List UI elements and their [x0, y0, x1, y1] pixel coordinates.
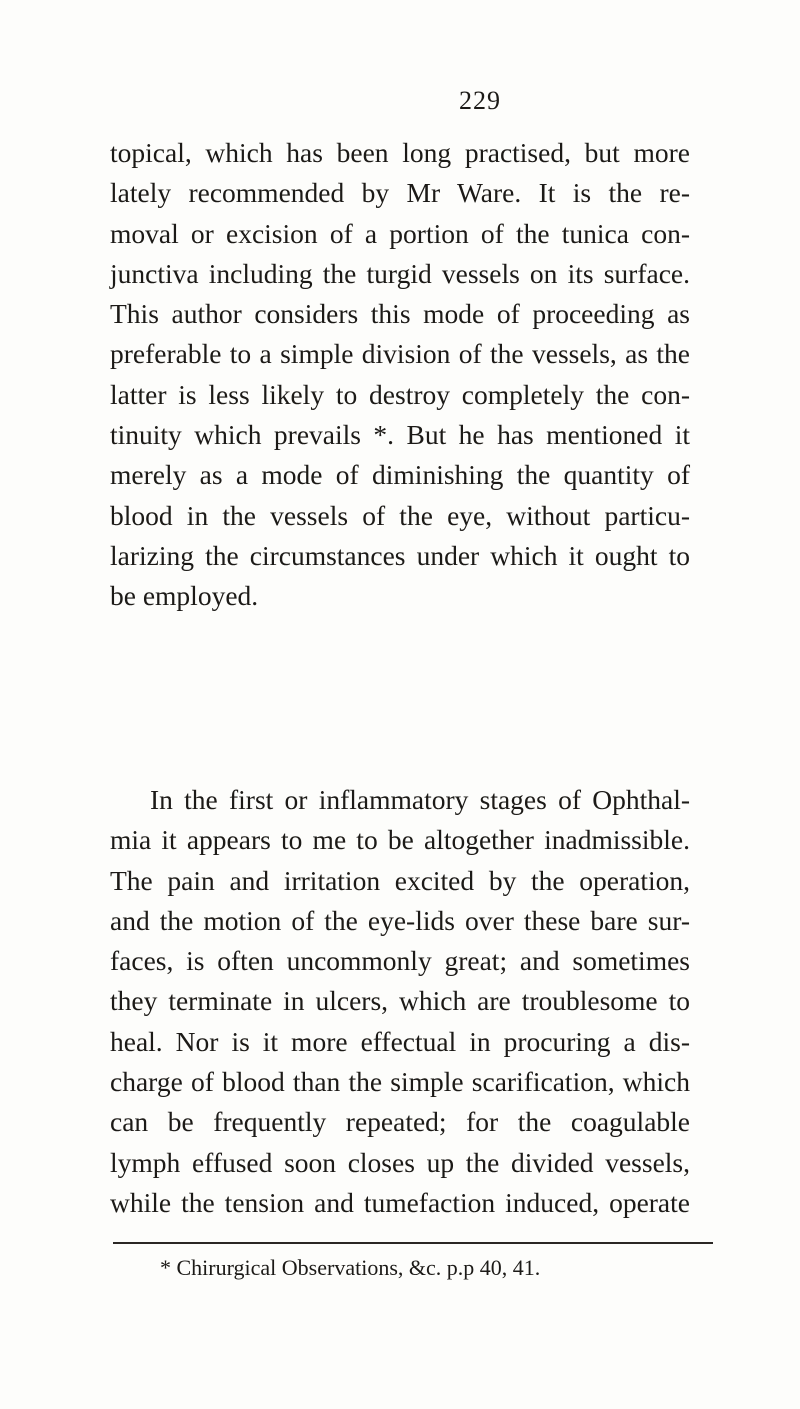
- text-line: moval or excision of a portion of the tunica con-: [110, 217, 690, 249]
- text-line: lymph effused soon closes up the divided vessels,: [110, 1146, 690, 1178]
- text-line: preferable to a simple division of the vessels, as the: [110, 338, 690, 370]
- text-line: blood in the vessels of the eye, without particu-: [110, 499, 690, 531]
- text-line: faces, is often uncommonly great; and sometimes: [110, 945, 690, 977]
- footnote-divider: [113, 1242, 713, 1244]
- text-line: latter is less likely to destroy completely the con-: [110, 378, 690, 410]
- text-line: and the motion of the eye-lids over these bare sur-: [110, 904, 690, 936]
- text-line: charge of blood than the simple scarification, which: [110, 1066, 690, 1098]
- footnote: * Chirurgical Observations, &c. p.p 40, 41.: [160, 1255, 541, 1280]
- paragraph-2: [110, 780, 690, 1223]
- text-line: The pain and irritation excited by the operation,: [110, 864, 690, 896]
- text-line: heal. Nor is it more effectual in procuring a dis-: [110, 1025, 690, 1057]
- text-line: can be frequently repeated; for the coagulable: [110, 1106, 690, 1138]
- text-line: while the tension and tumefaction induced, operate: [110, 1186, 690, 1218]
- text-line: This author considers this mode of proceeding as: [110, 298, 690, 330]
- text-line: merely as a mode of diminishing the quantity of: [110, 459, 690, 491]
- text-line: lately recommended by Mr Ware. It is the re-: [110, 177, 690, 209]
- text-line: In the first or inflammatory stages of Ophthal-: [150, 784, 690, 815]
- text-line: topical, which has been long practised, but more: [110, 137, 690, 168]
- text-line: larizing the circumstances under which it ought to: [110, 539, 690, 571]
- text-line: mia it appears to me to be altogether inadmissible.: [110, 824, 690, 856]
- paragraph-1: [110, 133, 690, 617]
- text-line: tinuity which prevails *. But he has mentioned it: [110, 419, 690, 451]
- text-line: they terminate in ulcers, which are troublesome to: [110, 985, 690, 1017]
- text-line: junctiva including the turgid vessels on its surface.: [110, 257, 690, 289]
- page-number: 229: [459, 86, 501, 115]
- text-line: be employed.: [110, 580, 259, 612]
